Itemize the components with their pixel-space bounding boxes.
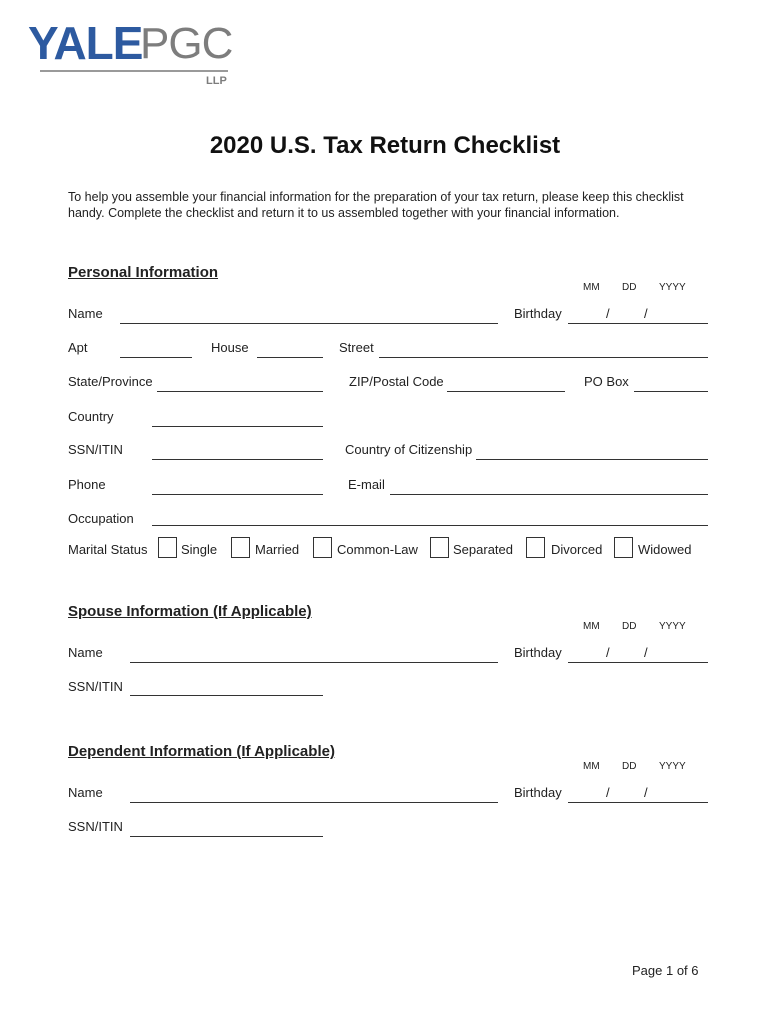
street-label: Street — [339, 340, 374, 355]
marital-option-widowed: Widowed — [638, 542, 692, 557]
occupation-label: Occupation — [68, 511, 134, 526]
state-field[interactable] — [157, 391, 323, 392]
marital-checkbox-single[interactable] — [158, 537, 177, 558]
pobox-label: PO Box — [584, 374, 629, 389]
dependent-name-field[interactable] — [130, 802, 498, 803]
date-header-mm: MM — [583, 282, 600, 293]
spouse-name-field[interactable] — [130, 662, 498, 663]
page-number: Page 1 of 6 — [632, 963, 699, 978]
logo-brand-left: YALE — [28, 17, 143, 69]
marital-option-divorced: Divorced — [551, 542, 603, 557]
occupation-field[interactable] — [152, 525, 708, 526]
dependent-date-header-yyyy: YYYY — [659, 761, 686, 772]
ssn-field[interactable] — [152, 459, 323, 460]
marital-option-married: Married — [255, 542, 300, 557]
marital-checkbox-divorced[interactable] — [526, 537, 545, 558]
zip-field[interactable] — [447, 391, 565, 392]
dependent-date-header-dd: DD — [622, 761, 637, 772]
email-field[interactable] — [390, 494, 708, 495]
dependent-birthday-field[interactable] — [568, 802, 708, 803]
date-header-yyyy: YYYY — [659, 282, 686, 293]
name-label: Name — [68, 306, 103, 321]
spouse-date-header-dd: DD — [622, 621, 637, 632]
dependent-birthday-label: Birthday — [514, 785, 562, 800]
country-field[interactable] — [152, 426, 323, 427]
spouse-name-label: Name — [68, 645, 103, 660]
marital-option-separated: Separated — [453, 542, 513, 557]
dependent-heading: Dependent Information (If Applicable) — [68, 743, 335, 760]
marital-checkbox-widowed[interactable] — [614, 537, 633, 558]
date-header-dd: DD — [622, 282, 637, 293]
state-label: State/Province — [68, 374, 153, 389]
apt-field[interactable] — [120, 357, 192, 358]
pobox-field[interactable] — [634, 391, 708, 392]
birthday-label: Birthday — [514, 306, 562, 321]
citizenship-field[interactable] — [476, 459, 708, 460]
spouse-birthday-slash-2: / — [644, 645, 648, 660]
marital-option-single: Single — [181, 542, 218, 557]
country-label: Country — [68, 409, 114, 424]
marital-checkbox-common-law[interactable] — [313, 537, 332, 558]
dependent-ssn-field[interactable] — [130, 836, 323, 837]
spouse-birthday-label: Birthday — [514, 645, 562, 660]
name-field[interactable] — [120, 323, 498, 324]
spouse-birthday-field[interactable] — [568, 662, 708, 663]
marital-option-common-law: Common-Law — [337, 542, 418, 557]
spouse-date-header-mm: MM — [583, 621, 600, 632]
ssn-label: SSN/ITIN — [68, 442, 123, 457]
intro-text: To help you assemble your financial information for the preparation of your tax return, please keep this checklist handy. Complete the checklist and return it to us assembled together with your financial information. — [68, 190, 684, 220]
marital-status-label: Marital Status — [68, 542, 148, 557]
citizenship-label: Country of Citizenship — [345, 442, 473, 457]
spouse-ssn-field[interactable] — [130, 695, 323, 696]
apt-label: Apt — [68, 340, 88, 355]
spouse-ssn-label: SSN/ITIN — [68, 679, 123, 694]
dependent-birthday-slash-1: / — [606, 785, 610, 800]
spouse-date-header-yyyy: YYYY — [659, 621, 686, 632]
logo-divider — [40, 70, 228, 72]
dependent-birthday-slash-2: / — [644, 785, 648, 800]
personal-heading: Personal Information — [68, 264, 219, 281]
house-field[interactable] — [257, 357, 323, 358]
birthday-slash-1: / — [606, 306, 610, 321]
phone-label: Phone — [68, 477, 106, 492]
dependent-name-label: Name — [68, 785, 103, 800]
street-field[interactable] — [379, 357, 708, 358]
phone-field[interactable] — [152, 494, 323, 495]
spouse-birthday-slash-1: / — [606, 645, 610, 660]
marital-checkbox-married[interactable] — [231, 537, 250, 558]
page-title: 2020 U.S. Tax Return Checklist — [209, 132, 561, 159]
dependent-date-header-mm: MM — [583, 761, 600, 772]
house-label: House — [211, 340, 249, 355]
birthday-field[interactable] — [568, 323, 708, 324]
logo-suffix: LLP — [206, 75, 227, 87]
birthday-slash-2: / — [644, 306, 648, 321]
zip-label: ZIP/Postal Code — [349, 374, 444, 389]
spouse-heading: Spouse Information (If Applicable) — [68, 603, 312, 620]
dependent-ssn-label: SSN/ITIN — [68, 819, 123, 834]
logo-brand-right: PGC — [140, 19, 233, 68]
marital-checkbox-separated[interactable] — [430, 537, 449, 558]
email-label: E-mail — [348, 477, 385, 492]
